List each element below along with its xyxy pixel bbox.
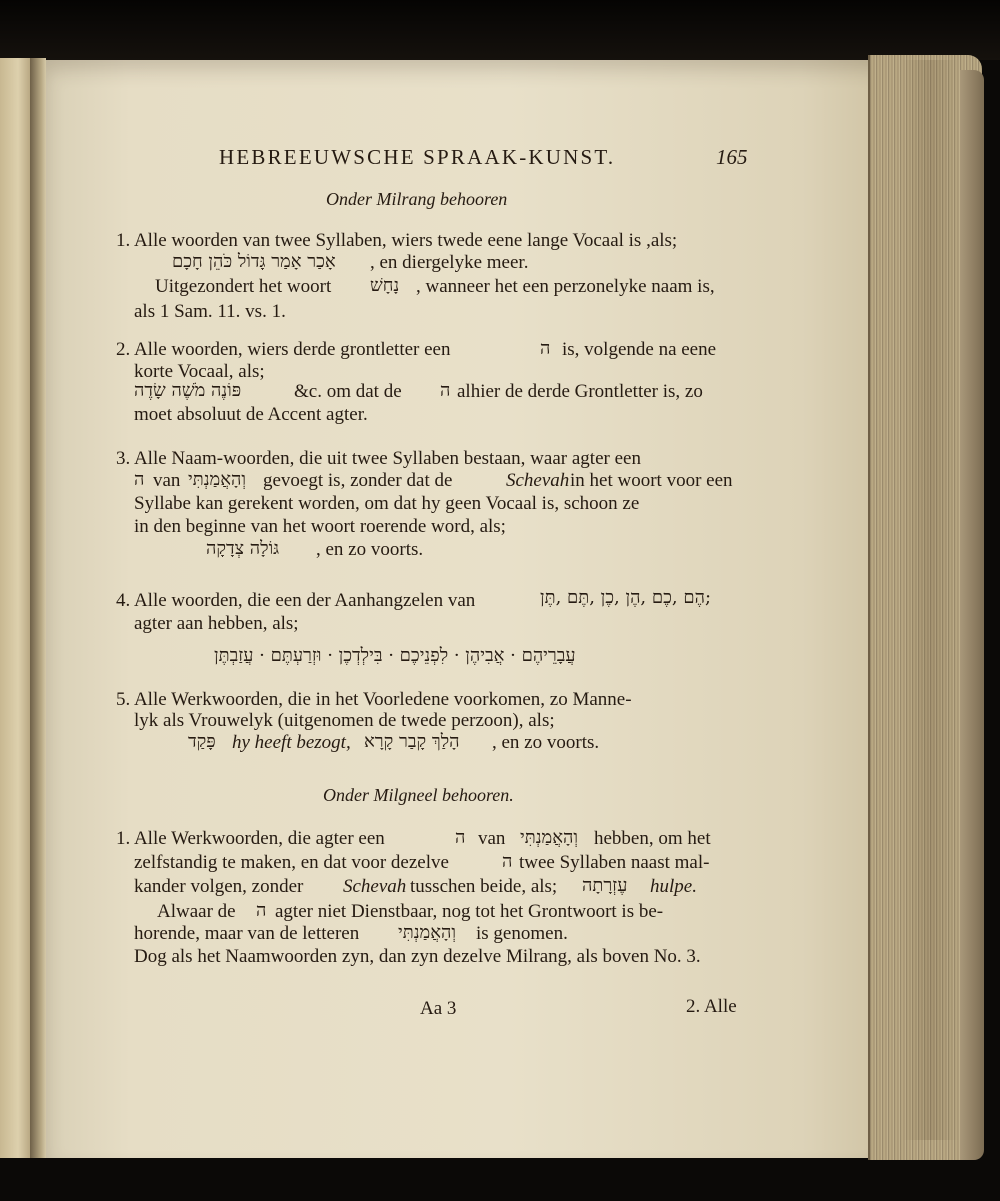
running-head: HEBREEUWSCHE SPRAAK-KUNST. bbox=[219, 145, 616, 169]
s2-item1-line1b: van bbox=[478, 828, 506, 849]
s2-item1-line3b: tusschen beide, als; bbox=[410, 876, 558, 897]
s2-item1-line2: zelfstandig te maken, en dat voor dezelve bbox=[134, 852, 449, 873]
item3-line5: , en zo voorts. bbox=[316, 539, 424, 560]
item2-hebrew-he: ה bbox=[540, 338, 551, 359]
item1-line2: , en diergelyke meer. bbox=[370, 252, 529, 273]
catchword: 2. Alle bbox=[686, 996, 737, 1017]
s2-item1-hebrew2: עֶזְרָתָה bbox=[582, 875, 628, 896]
item3-line2c: in het woort voor een bbox=[570, 470, 733, 491]
item2-hebrew-he2: ה bbox=[440, 380, 451, 401]
item4-hebrew: הֶם ,כֶם ,הֶן ,כֶן ,תֶּם ,תֶּן; bbox=[540, 587, 712, 608]
s2-item1-line4a: Alwaar de bbox=[157, 901, 236, 922]
s2-item1-line3a: kander volgen, zonder bbox=[134, 876, 304, 897]
item5-line3: , en zo voorts. bbox=[492, 732, 600, 753]
section-title-milgneel: Onder Milgneel behooren. bbox=[323, 785, 514, 805]
item2-line4: moet absoluut de Accent agter. bbox=[134, 404, 368, 425]
item5-line2: lyk als Vrouwelyk (uitgenomen de twede perzoon), als; bbox=[134, 710, 555, 731]
item3-line2a: van bbox=[153, 470, 181, 491]
item3-hebrew-he: ה bbox=[134, 469, 145, 490]
s2-item1-line2b: twee Syllaben naast mal- bbox=[519, 852, 710, 873]
item2-line1a: 2. Alle woorden, wiers derde grontletter een bbox=[116, 339, 451, 360]
item5-italic: hy heeft bezogt, bbox=[232, 732, 351, 753]
item3-line1: 3. Alle Naam-woorden, die uit twee Syllaben bestaan, waar agter een bbox=[116, 448, 641, 469]
section-title-milrang: Onder Milrang behooren bbox=[326, 189, 508, 209]
item1-line4: als 1 Sam. 11. vs. 1. bbox=[134, 301, 286, 322]
item1-line1: 1. Alle woorden van twee Syllaben, wiers twede eene lange Vocaal is ,als; bbox=[116, 230, 678, 251]
page-number: 165 bbox=[716, 145, 748, 169]
s2-item1-line5a: horende, maar van de letteren bbox=[134, 923, 360, 944]
item3-line2b: gevoegt is, zonder dat de bbox=[263, 470, 453, 491]
s2-item1-hebrew-he2: ה bbox=[502, 851, 513, 872]
item2-line1b: is, volgende na eene bbox=[562, 339, 717, 360]
item1-line3b: , wanneer het een perzonelyke naam is, bbox=[416, 276, 715, 297]
item3-hebrew: וְהָאֲמַנְתִּי bbox=[188, 469, 246, 490]
s2-item1-hebrew-he: ה bbox=[455, 827, 466, 848]
s2-item1-schevah: Schevah bbox=[343, 876, 407, 897]
s2-item1-hebrew: וְהָאֲמַנְתִּי bbox=[520, 827, 578, 848]
item1-line3a: Uitgezondert het woort bbox=[155, 276, 332, 297]
s2-item1-hebrew-he3: ה bbox=[256, 900, 267, 921]
item5-hebrew: פָּקַד bbox=[188, 731, 216, 752]
item2-hebrew: פּוֹנֶה מֹשֶׁה שָׂדֶה bbox=[134, 380, 242, 401]
item1-hebrew: אָכַר אָמַר גָּדוֹל כֹּהֵן חָכָם bbox=[172, 251, 336, 272]
s2-item1-line5b: is genomen. bbox=[476, 923, 568, 944]
item4-line1: 4. Alle woorden, die een der Aanhangzelen van bbox=[116, 590, 476, 611]
s2-item1-hebrew3: וְהָאֲמַנְתִּי bbox=[398, 922, 456, 943]
item1-hebrew2: נָחָשׁ bbox=[370, 275, 400, 296]
s2-item1-line6: Dog als het Naamwoorden zyn, dan zyn dezelve Milrang, als boven No. 3. bbox=[134, 946, 701, 967]
s2-item1-hulpe: hulpe. bbox=[650, 876, 697, 897]
s2-item1-line4b: agter niet Dienstbaar, nog tot het Grontwoort is be- bbox=[275, 901, 664, 922]
item4-line2: agter aan hebben, als; bbox=[134, 613, 299, 634]
item3-line4: in den beginne van het woort roerende word, als; bbox=[134, 516, 506, 537]
item5-line1: 5. Alle Werkwoorden, die in het Voorledene voorkomen, zo Manne- bbox=[116, 689, 632, 710]
item3-hebrew2: גּוֹלָה צְדָקָה bbox=[206, 538, 280, 559]
s2-item1-line1c: hebben, om het bbox=[594, 828, 711, 849]
item3-schevah: Schevah bbox=[506, 470, 570, 491]
item2-line2: korte Vocaal, als; bbox=[134, 361, 265, 382]
item5-hebrew2: הָלַךְ קָבַר קָרָא bbox=[364, 731, 460, 752]
signature-mark: Aa 3 bbox=[420, 998, 457, 1019]
item3-line3: Syllabe kan gerekent worden, om dat hy geen Vocaal is, schoon ze bbox=[134, 493, 640, 514]
s2-item1-line1a: 1. Alle Werkwoorden, die agter een bbox=[116, 828, 385, 849]
item2-line3a: &c. om dat de bbox=[294, 381, 402, 402]
item4-hebrew2: עֲבָרֵיהֶם · אֲבִיהֶן · לִפְנֵיכֶם · בִּילְדְכֶן · וּזְרַעְתֶּם · עֲזַבְתֶּן bbox=[214, 645, 576, 666]
item2-line3b: alhier de derde Grontletter is, zo bbox=[457, 381, 703, 402]
